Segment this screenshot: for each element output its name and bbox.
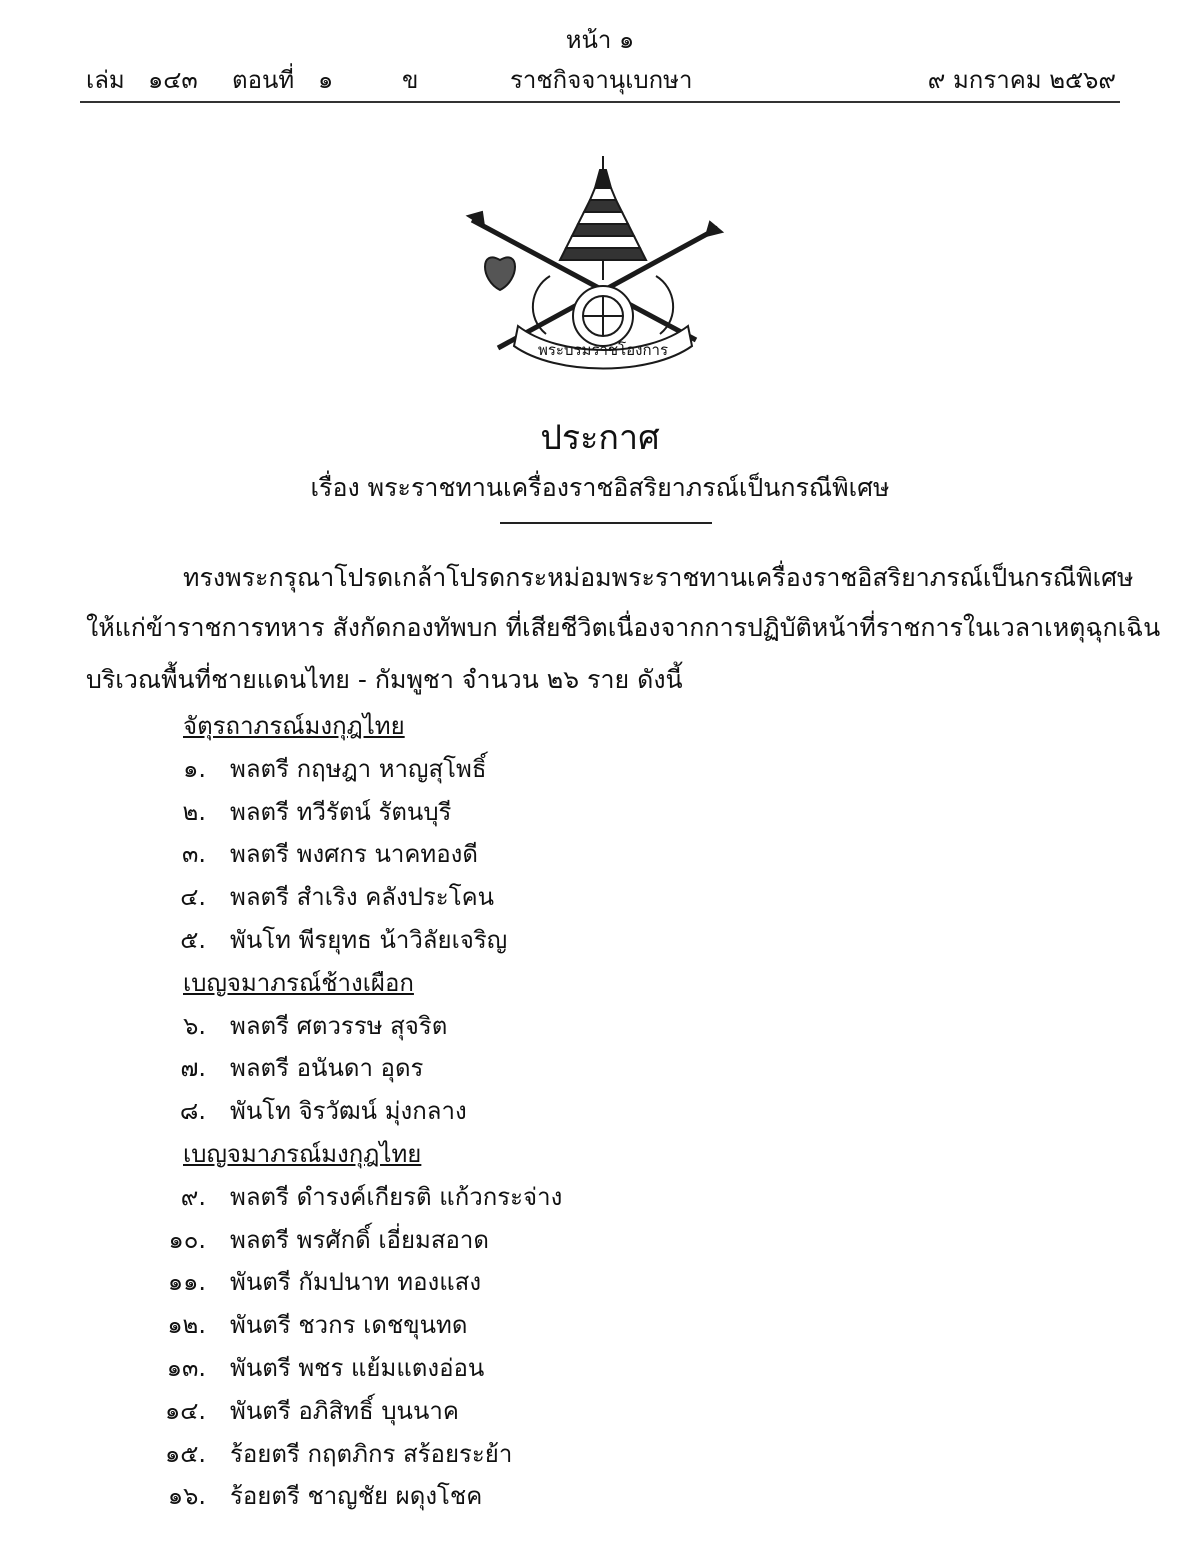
recipient-row [0, 830, 1200, 873]
recipient-name: พันตรี อภิสิทธิ์ บุนนาค [230, 1396, 459, 1425]
volume-label: เล่ม [86, 66, 125, 94]
recipient-row [0, 1087, 1200, 1130]
recipient-row [0, 1173, 1200, 1216]
decoration-class-heading: เบญจมาภรณ์ช้างเผือก [183, 968, 414, 997]
issue-number: ๑ [318, 66, 334, 94]
recipient-row [0, 1002, 1200, 1045]
announcement-title: ประกาศ [540, 418, 660, 458]
recipient-name: พลตรี พงศกร นาคทองดี [230, 840, 478, 869]
recipient-name: พันโท จิรวัฒน์ มุ่งกลาง [230, 1097, 467, 1126]
body-paragraph-line: ทรงพระกรุณาโปรดเกล้าโปรดกระหม่อมพระราชทานเครื่องราชอิสริยาภรณ์เป็นกรณีพิเศษ [183, 563, 1134, 592]
recipient-row [0, 1387, 1200, 1430]
recipient-row [0, 1216, 1200, 1259]
recipient-number: ๑๖. [167, 1482, 206, 1511]
title-divider [500, 522, 712, 524]
recipient-name: พลตรี ทวีรัตน์ รัตนบุรี [230, 797, 452, 826]
recipient-row [0, 1472, 1200, 1515]
recipient-name: พันโท พีรยุทธ น้าวิลัยเจริญ [230, 925, 508, 954]
recipient-number: ๕. [180, 925, 206, 954]
recipient-number: ๑. [183, 754, 206, 783]
page-number: หน้า ๑ [565, 26, 635, 54]
recipient-name: ร้อยตรี ชาญชัย ผดุงโชค [230, 1482, 483, 1511]
header-divider [80, 101, 1120, 103]
recipient-row [0, 788, 1200, 831]
body-paragraph-line: ให้แก่ข้าราชการทหาร สังกัดกองทัพบก ที่เสียชีวิตเนื่องจากการปฏิบัติหน้าที่ราชการในเวลาเหตุฉุกเฉิน [86, 613, 1161, 642]
recipient-number: ๒. [182, 797, 206, 826]
recipient-number: ๑๔. [164, 1396, 206, 1425]
recipient-number: ๘. [179, 1097, 206, 1126]
recipient-row [0, 1301, 1200, 1344]
recipient-name: พลตรี สำเริง คลังประโคน [230, 883, 495, 912]
recipient-row [0, 1258, 1200, 1301]
recipient-number: ๑๒. [167, 1311, 206, 1340]
decoration-class-heading-row [0, 702, 1200, 745]
recipient-row [0, 873, 1200, 916]
royal-emblem-icon [460, 148, 730, 378]
recipient-number: ๑๐. [168, 1225, 206, 1254]
recipient-row [0, 1344, 1200, 1387]
svg-text:พระบรมราชโองการ: พระบรมราชโองการ [537, 341, 669, 359]
decoration-class-heading-row [0, 1130, 1200, 1173]
gazette-header [80, 60, 1120, 100]
recipient-row [0, 916, 1200, 959]
recipient-name: พันตรี กัมปนาท ทองแสง [230, 1268, 482, 1297]
recipient-name: ร้อยตรี กฤตภิกร สร้อยระย้า [230, 1439, 513, 1468]
body-paragraph-line: บริเวณพื้นที่ชายแดนไทย - กัมพูชา จำนวน ๒๖ ราย ดังนี้ [86, 665, 683, 694]
recipient-row [0, 1430, 1200, 1473]
recipient-list [0, 702, 1200, 1558]
issue-label: ตอนที่ [232, 66, 295, 94]
recipient-number: ๑๓. [166, 1353, 206, 1382]
recipient-name: พลตรี พรศักดิ์ เอี่ยมสอาด [230, 1225, 489, 1254]
recipient-name: พลตรี ศตวรรษ สุจริต [230, 1011, 448, 1040]
recipient-number: ๑๑. [167, 1268, 206, 1297]
announcement-subject: เรื่อง พระราชทานเครื่องราชอิสริยาภรณ์เป็นกรณีพิเศษ [310, 473, 890, 502]
volume-number: ๑๔๓ [148, 66, 198, 94]
decoration-class-heading: จัตุรถาภรณ์มงกุฎไทย [183, 712, 405, 740]
recipient-number: ๙. [180, 1182, 206, 1211]
recipient-row [0, 1044, 1200, 1087]
recipient-number: ๗. [180, 1054, 206, 1083]
publication-date: ๙ มกราคม ๒๕๖๙ [927, 66, 1116, 94]
recipient-number: ๓. [181, 840, 206, 869]
recipient-name: พลตรี กฤษฎา หาญสุโพธิ์ [230, 754, 487, 783]
recipient-name: พันตรี พชร แย้มแตงอ่อน [230, 1353, 485, 1382]
recipient-name: พลตรี อนันดา อุดร [230, 1054, 424, 1083]
recipient-row [0, 745, 1200, 788]
recipient-number: ๑๕. [164, 1439, 206, 1468]
section-letter: ข [402, 66, 419, 94]
decoration-class-heading: เบญจมาภรณ์มงกุฎไทย [183, 1139, 422, 1168]
recipient-name: พันตรี ชวกร เดชขุนทด [230, 1311, 468, 1340]
decoration-class-heading-row [0, 959, 1200, 1002]
recipient-name: พลตรี ดำรงค์เกียรติ แก้วกระจ่าง [230, 1182, 563, 1211]
recipient-row [0, 1515, 1200, 1558]
recipient-number: ๖. [183, 1011, 206, 1040]
recipient-number: ๔. [180, 883, 206, 912]
gazette-name: ราชกิจจานุเบกษา [510, 66, 693, 94]
